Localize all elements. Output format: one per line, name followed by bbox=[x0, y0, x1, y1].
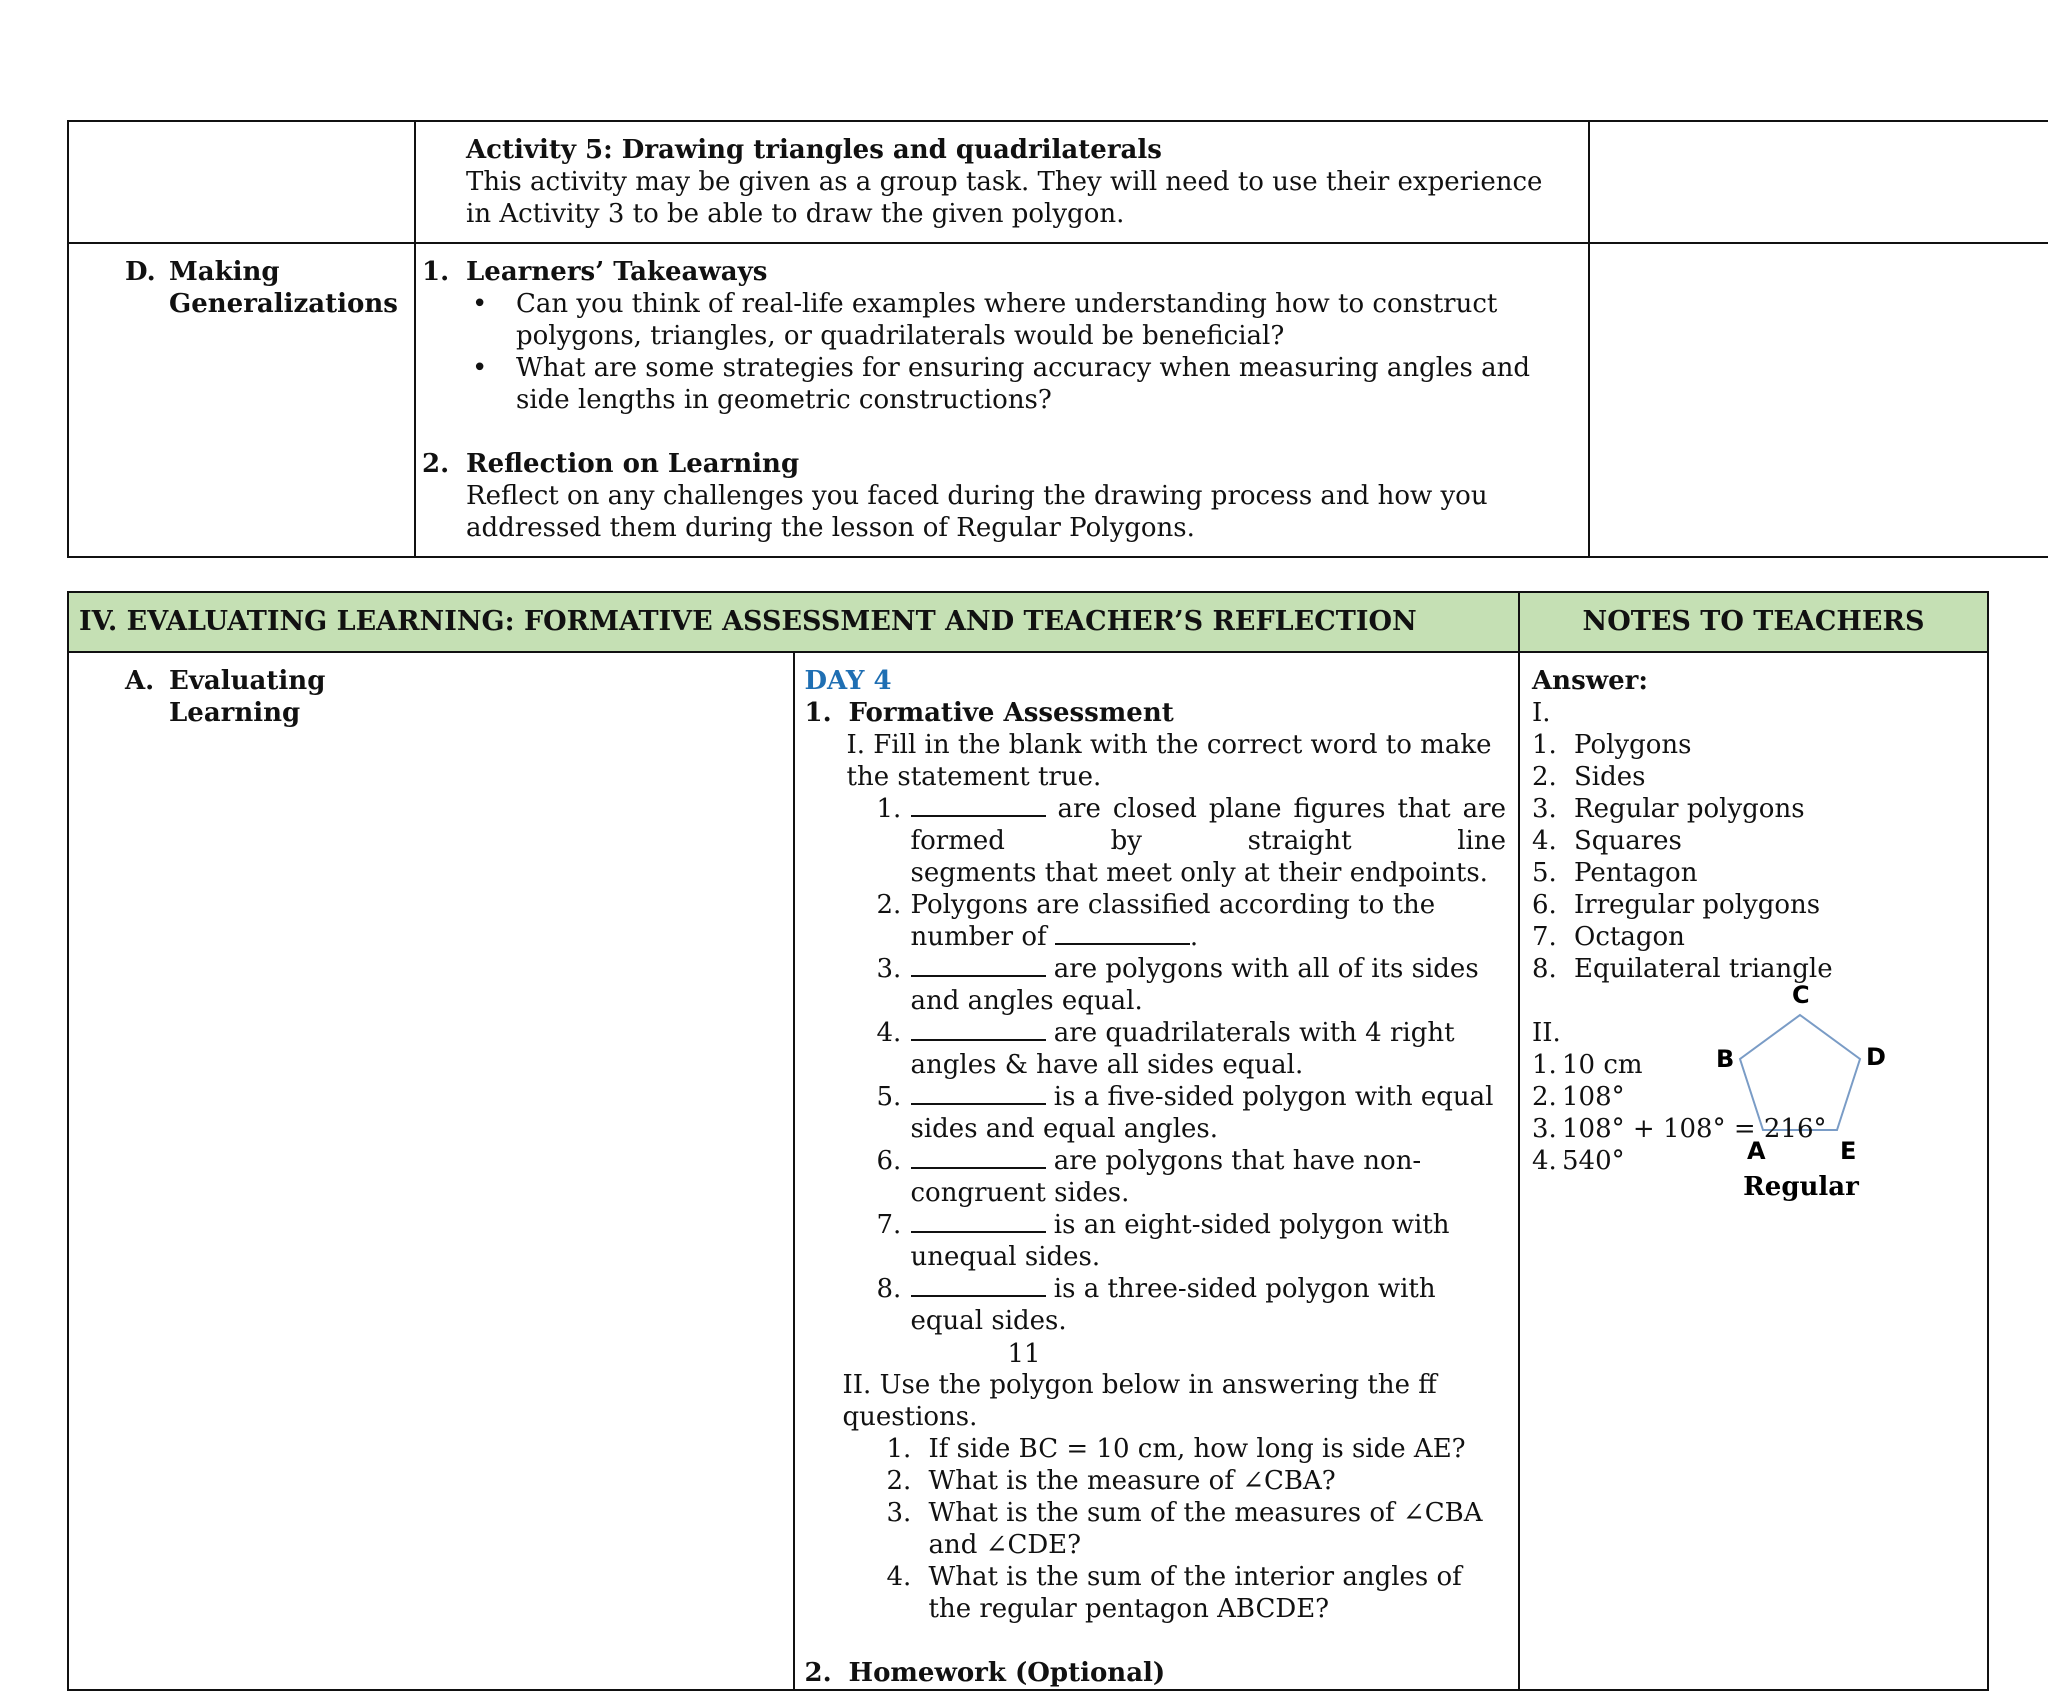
label-line2: Learning bbox=[169, 698, 301, 728]
question-text: What is the sum of the interior angles of the regular pentagon ABCDE? bbox=[928, 1562, 1462, 1624]
item-period: . bbox=[1189, 922, 1199, 952]
answer-blank bbox=[911, 1275, 1046, 1297]
answer-number: 7. bbox=[1532, 922, 1557, 952]
notes-header bbox=[1519, 592, 1988, 652]
fill-blank-item bbox=[877, 793, 1507, 889]
fa-num: 1. bbox=[804, 698, 832, 728]
answer-number: 6. bbox=[1532, 890, 1557, 920]
answers-list2 bbox=[1532, 1049, 1979, 1177]
item-number: 7. bbox=[876, 1210, 902, 1240]
label-letter: D. bbox=[125, 257, 156, 287]
fill-blank-item bbox=[877, 1145, 1507, 1209]
question-number: 2. bbox=[886, 1466, 912, 1496]
fill-blank-item bbox=[877, 953, 1507, 1017]
activity5-line1: This activity may be given as a group task. They will need to use their experience bbox=[466, 167, 1543, 197]
section-header-title: IV. EVALUATING LEARNING: FORMATIVE ASSESSMENT AND TEACHER’S REFLECTION bbox=[79, 606, 1417, 637]
answer-item bbox=[1532, 953, 1979, 985]
item-text: is a five-sided polygon with equal sides and equal angles. bbox=[910, 1082, 1494, 1144]
question-item bbox=[887, 1497, 1507, 1561]
label-line1: Evaluating bbox=[169, 666, 326, 696]
answer-number: 3. bbox=[1532, 794, 1557, 824]
part1-intro: I. Fill in the blank with the correct word to make the statement true. bbox=[846, 730, 1492, 792]
answers-cell bbox=[1519, 652, 1988, 1690]
answer-text: Irregular polygons bbox=[1574, 890, 1821, 920]
question-item bbox=[887, 1433, 1507, 1465]
question-number: 4. bbox=[886, 1562, 912, 1592]
item-text: are quadrilaterals with 4 right angles & have all sides equal. bbox=[910, 1018, 1455, 1080]
item-text: is a three-sided polygon with equal sides. bbox=[910, 1274, 1436, 1336]
question-number: 1. bbox=[886, 1434, 912, 1464]
answer-item bbox=[1532, 1081, 1979, 1113]
answer-number: 4. bbox=[1532, 1146, 1557, 1176]
bullet-dot-icon: • bbox=[472, 353, 488, 383]
pentagon-caption: Regular bbox=[1742, 1172, 1859, 1202]
fill-blank-item bbox=[877, 889, 1507, 953]
question-item bbox=[887, 1465, 1507, 1497]
vertex-label-d: D bbox=[1865, 1043, 1886, 1071]
item-text: are closed plane figures that are formed by straight line bbox=[910, 794, 1506, 856]
item-line bbox=[911, 793, 1507, 857]
answers-list1 bbox=[1532, 729, 1979, 985]
answer-text: Squares bbox=[1574, 826, 1682, 856]
question-text: What is the sum of the measures of ∠CBA and ∠CDE? bbox=[928, 1498, 1483, 1560]
fill-blank-item bbox=[877, 1017, 1507, 1081]
answer-item bbox=[1532, 729, 1979, 761]
vertex-label-b: B bbox=[1715, 1045, 1734, 1073]
answer-item bbox=[1532, 761, 1979, 793]
hw-num: 2. bbox=[804, 1658, 832, 1688]
answer-number: 1. bbox=[1532, 730, 1557, 760]
answer-number: 2. bbox=[1532, 1082, 1557, 1112]
item-number: 2. bbox=[876, 890, 902, 920]
item-text: is an eight-sided polygon with unequal sides. bbox=[910, 1210, 1450, 1272]
answer-number: 5. bbox=[1532, 858, 1557, 888]
answer-blank bbox=[911, 1147, 1046, 1169]
notes-cell-empty bbox=[1589, 121, 2048, 243]
generalizations-cell bbox=[415, 243, 1589, 557]
answer-text: Pentagon bbox=[1574, 858, 1698, 888]
item-text: are polygons that have non-congruent sides. bbox=[910, 1146, 1422, 1208]
answer-text: Polygons bbox=[1574, 730, 1692, 760]
answer-text: 108° + 108° = 216° bbox=[1562, 1114, 1827, 1144]
bullet2-line1: What are some strategies for ensuring accuracy when measuring angles and bbox=[516, 353, 1530, 383]
answer-number: 2. bbox=[1532, 762, 1557, 792]
answer-blank bbox=[911, 1211, 1046, 1233]
activity5-line2: in Activity 3 to be able to draw the given polygon. bbox=[466, 199, 1125, 229]
label-line2: Generalizations bbox=[169, 289, 398, 319]
answer-text: Regular polygons bbox=[1574, 794, 1805, 824]
answer-item bbox=[1532, 793, 1979, 825]
question-text: What is the measure of ∠CBA? bbox=[928, 1466, 1336, 1496]
takeaways-title: Learners’ Takeaways bbox=[466, 257, 768, 287]
item-text: are polygons with all of its sides and angles equal. bbox=[910, 954, 1479, 1016]
fill-blank-item bbox=[877, 1081, 1507, 1145]
answer-number: 4. bbox=[1532, 826, 1557, 856]
item-number: 4. bbox=[876, 1018, 902, 1048]
vertex-label-e: E bbox=[1839, 1137, 1856, 1165]
label-letter: A. bbox=[125, 666, 155, 696]
making-generalizations-label bbox=[68, 243, 415, 557]
question-list bbox=[805, 1433, 1507, 1625]
answer-blank bbox=[911, 1019, 1046, 1041]
item-number: 3. bbox=[876, 954, 902, 984]
answer-text: 540° bbox=[1562, 1146, 1625, 1176]
hw-title: Homework (Optional) bbox=[848, 1658, 1166, 1688]
question-item bbox=[887, 1561, 1507, 1625]
question-number: 3. bbox=[886, 1498, 912, 1528]
answers-part1: I. bbox=[1532, 698, 1551, 728]
answer-item bbox=[1532, 921, 1979, 953]
item-continuation: segments that meet only at their endpoints. bbox=[910, 858, 1488, 888]
answer-number: 8. bbox=[1532, 954, 1557, 984]
reflection-line1: Reflect on any challenges you faced during the drawing process and how you bbox=[466, 481, 1488, 511]
answer-item bbox=[1532, 1049, 1979, 1081]
page-number: 11 bbox=[1007, 1339, 1041, 1369]
empty-label-cell bbox=[68, 121, 415, 243]
question-text: If side BC = 10 cm, how long is side AE? bbox=[928, 1434, 1466, 1464]
answers-part2: II. bbox=[1532, 1018, 1561, 1048]
reflection-num: 2. bbox=[422, 449, 450, 479]
answer-blank bbox=[911, 1083, 1046, 1105]
evaluating-learning-label bbox=[68, 652, 794, 1690]
notes-header-title: NOTES TO TEACHERS bbox=[1582, 606, 1925, 637]
fa-title: Formative Assessment bbox=[848, 698, 1174, 728]
bullet-2 bbox=[422, 352, 1576, 416]
vertex-label-c: C bbox=[1791, 981, 1810, 1009]
answer-text: Sides bbox=[1574, 762, 1646, 792]
answer-text: Octagon bbox=[1574, 922, 1685, 952]
answer-number: 3. bbox=[1532, 1114, 1557, 1144]
bullet-dot-icon: • bbox=[472, 289, 488, 319]
day-label: DAY 4 bbox=[804, 666, 892, 696]
answer-blank bbox=[911, 955, 1046, 977]
fill-blank-list bbox=[805, 793, 1507, 1337]
answer-text: Equilateral triangle bbox=[1574, 954, 1833, 984]
answer-number: 1. bbox=[1532, 1050, 1557, 1080]
answer-text: 10 cm bbox=[1562, 1050, 1643, 1080]
answer-item bbox=[1532, 889, 1979, 921]
answer-item bbox=[1532, 825, 1979, 857]
reflection-title: Reflection on Learning bbox=[466, 449, 800, 479]
bullet1-line2: polygons, triangles, or quadrilaterals would be beneficial? bbox=[516, 321, 1285, 351]
item-text: Polygons are classified according to the number of bbox=[910, 890, 1436, 952]
answer-item bbox=[1532, 1145, 1979, 1177]
answer-item bbox=[1532, 857, 1979, 889]
answer-text: 108° bbox=[1562, 1082, 1625, 1112]
lesson-table-top bbox=[67, 120, 2048, 558]
answers-title: Answer: bbox=[1532, 666, 1648, 696]
activity5-title: Activity 5: Drawing triangles and quadrilaterals bbox=[466, 135, 1162, 165]
bullet2-line2: side lengths in geometric constructions? bbox=[516, 385, 1052, 415]
reflection-line2: addressed them during the lesson of Regular Polygons. bbox=[466, 513, 1195, 543]
takeaways-num: 1. bbox=[422, 257, 450, 287]
fill-blank-item bbox=[877, 1209, 1507, 1273]
evaluating-learning-table bbox=[67, 591, 1989, 1691]
item-number: 8. bbox=[876, 1274, 902, 1304]
activity5-cell bbox=[415, 121, 1589, 243]
answer-item bbox=[1532, 1113, 1979, 1145]
label-line1: Making bbox=[169, 257, 280, 287]
answer-blank bbox=[1055, 923, 1190, 945]
vertex-label-a: A bbox=[1746, 1137, 1766, 1165]
item-number: 1. bbox=[876, 794, 902, 824]
fill-blank-item bbox=[877, 1273, 1507, 1337]
item-number: 6. bbox=[876, 1146, 902, 1176]
bullet1-line1: Can you think of real-life examples where understanding how to construct bbox=[516, 289, 1498, 319]
answer-blank bbox=[911, 795, 1046, 817]
part2-intro: II. Use the polygon below in answering the ff questions. bbox=[842, 1370, 1437, 1432]
notes-cell-empty bbox=[1589, 243, 2048, 557]
section-header bbox=[68, 592, 1519, 652]
item-number: 5. bbox=[876, 1082, 902, 1112]
bullet-1 bbox=[422, 288, 1576, 352]
